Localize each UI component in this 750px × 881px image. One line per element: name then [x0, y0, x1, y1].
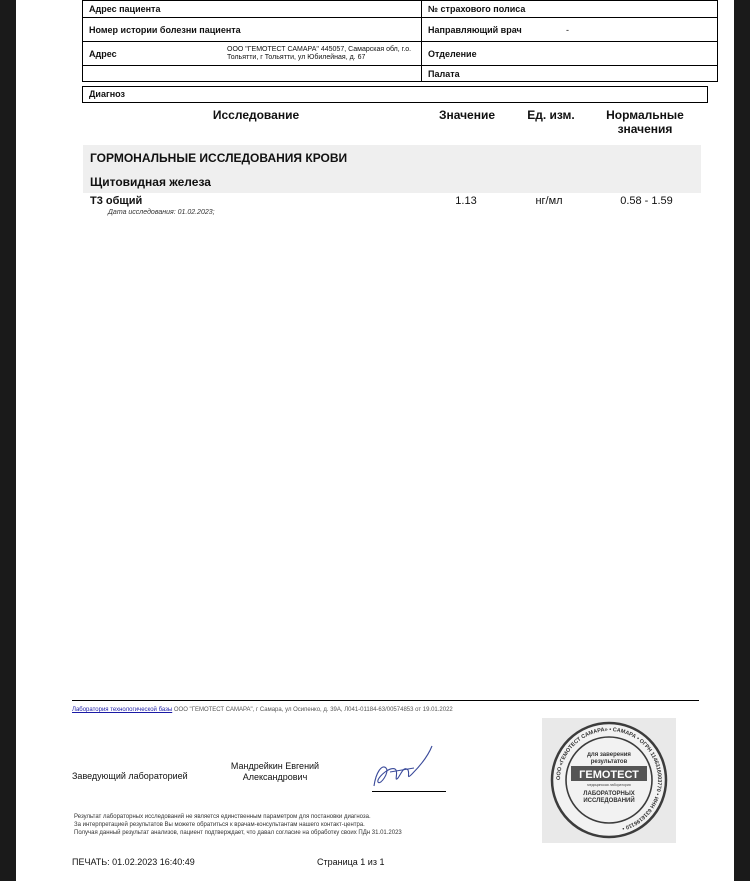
result-normal: 0.58 - 1.59	[620, 195, 673, 207]
referring-doctor-value: -	[560, 18, 718, 42]
result-name: Т3 общий	[90, 195, 143, 207]
stamp-brand: ГЕМОТЕСТ	[579, 769, 639, 781]
lab-info: ООО "ГЕМОТЕСТ САМАРА", г Самара, ул Осипенко, д. 39А, Л041-01184-63/00574853 от 19.01.2022	[173, 707, 453, 713]
section-block	[83, 145, 701, 193]
diagnosis-row	[82, 86, 708, 103]
address-cell	[83, 42, 422, 66]
column-value: Значение	[438, 108, 496, 122]
disclaimer-line-1: Результат лабораторных исследований не является единственным параметром для постановки диагноза.	[74, 814, 371, 820]
stamp-seal	[542, 718, 676, 843]
history-label: Номер истории болезни пациента	[83, 18, 422, 42]
report-page	[16, 0, 734, 881]
stamp-line-4: ИССЛЕДОВАНИЙ	[583, 798, 635, 804]
address-label: Адрес	[89, 48, 117, 59]
stamp-area	[542, 718, 676, 843]
ward-label: Палата	[422, 66, 718, 82]
column-study: Исследование	[212, 108, 300, 122]
result-unit: нг/мл	[535, 195, 563, 207]
lab-link[interactable]: Лаборатория технологической базы	[72, 707, 173, 713]
result-date-note: Дата исследования: 01.02.2023;	[108, 209, 215, 216]
disclaimer-line-2: За интерпретацией результатов Вы можете обратиться к врачам-консультантам нашего контакт-центра.	[74, 822, 365, 828]
diagnosis-label: Диагноз	[89, 89, 125, 99]
stamp-line-2: результатов	[590, 759, 628, 765]
head-name: Мандрейкин Евгений Александрович	[230, 761, 320, 782]
stamp-line-1: для заверения	[587, 752, 631, 758]
patient-header-table	[82, 0, 718, 82]
policy-label: № страхового полиса	[422, 1, 718, 18]
page-counter: Страница 1 из 1	[317, 857, 385, 867]
stamp-line-3: ЛАБОРАТОРНЫХ	[583, 791, 635, 797]
stamp-ring-text: ООО «ГЕМОТЕСТ САМАРА» • САМАРА • ОГРН 1146316003770 • ИНН 6316196110 •	[555, 726, 663, 832]
section-title: ГОРМОНАЛЬНЫЕ ИССЛЕДОВАНИЯ КРОВИ	[90, 151, 348, 165]
lab-info-line	[72, 707, 453, 713]
disclaimer-line-3: Получая данный результат анализов, пациент подтверждает, что давал согласие на обработку своих ПДн 31.01.2023	[74, 830, 402, 836]
stamp-brand-sub: медицинская лаборатория	[587, 783, 631, 787]
print-timestamp: ПЕЧАТЬ: 01.02.2023 16:40:49	[72, 857, 195, 867]
result-value: 1.13	[455, 195, 477, 207]
address-empty-cell	[83, 66, 422, 82]
patient-address-label: Адрес пациента	[83, 1, 422, 18]
signature-line	[372, 791, 446, 792]
referring-doctor-label: Направляющий врач	[422, 18, 561, 42]
column-unit: Ед. изм.	[527, 108, 575, 122]
section-subtitle: Щитовидная железа	[90, 175, 211, 189]
column-normal: Нормальные значения	[606, 108, 684, 136]
department-label: Отделение	[422, 42, 718, 66]
disclaimer-block	[74, 813, 402, 837]
signature	[368, 742, 448, 794]
footer-rule	[72, 700, 699, 701]
head-label: Заведующий лабораторией	[72, 771, 188, 781]
address-value: ООО "ГЕМОТЕСТ САМАРА" 445057, Самарская обл, г.о. Тольятти, г Тольятти, ул Юбилейная, д. 67	[227, 45, 412, 61]
